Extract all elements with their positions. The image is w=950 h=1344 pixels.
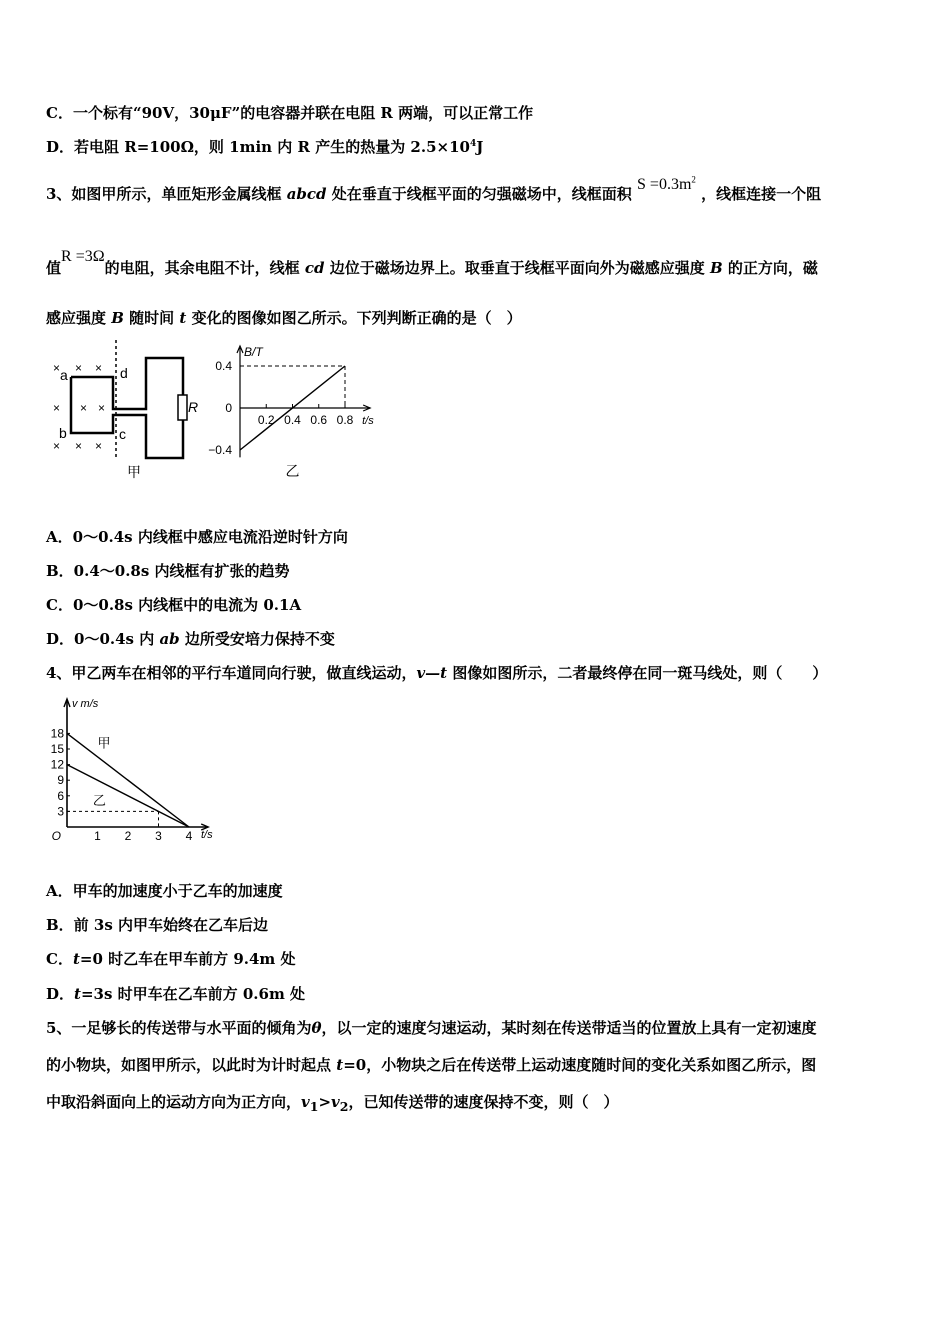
cross-mark: × — [53, 439, 61, 453]
q4-option-b: B．前 3s 内甲车始终在乙车后边 — [46, 916, 269, 934]
cross-mark: × — [80, 401, 88, 415]
q4-option-a: A．甲车的加速度小于乙车的加速度 — [46, 882, 283, 900]
q4-option-c: C．t=0 时乙车在甲车前方 9.4m 处 — [46, 950, 296, 968]
y-tick-label: 15 — [50, 742, 64, 756]
q3-option-c: C．0～0.8s 内线框中的电流为 0.1A — [46, 596, 302, 614]
y-tick-label: 18 — [50, 726, 64, 741]
cross-mark: × — [95, 361, 103, 375]
label-r: R — [188, 399, 199, 415]
x-tick-label: 3 — [155, 829, 162, 843]
q3-option-b: B．0.4～0.8s 内线框有扩张的趋势 — [46, 562, 290, 580]
cross-mark: × — [53, 361, 61, 375]
series-yi-line — [67, 765, 189, 827]
cross-mark: × — [53, 401, 61, 415]
x-tick-label: 0.8 — [336, 413, 354, 427]
cross-mark: × — [75, 439, 83, 453]
q4-vt-chart — [44, 693, 224, 848]
q2-option-d: D．若电阻 R=100Ω，则 1min 内 R 产生的热量为 $2.5\times 10^4J$ — [46, 138, 484, 156]
y-axis-label: B/T — [244, 345, 263, 359]
q3-bt-chart — [205, 340, 390, 485]
x-tick-label: 2 — [124, 829, 132, 843]
x-axis-label: t/s — [362, 415, 374, 427]
label-a: a — [60, 367, 68, 383]
y-tick-label: 3 — [57, 804, 64, 819]
caption-yi: 乙 — [285, 463, 300, 479]
cross-mark: × — [75, 361, 83, 375]
x-tick-label: 0.2 — [257, 413, 275, 427]
q2-option-c: C．一个标有“90V，30μF”的电容器并联在电阻 R 两端，可以正常工作 — [46, 104, 534, 122]
x-tick-label: 0.4 — [284, 413, 301, 427]
area-formula: $S =0.3m^2$ — [637, 174, 696, 193]
label-d: d — [120, 365, 128, 381]
x-axis-label: t/s — [201, 829, 213, 841]
q4-stem: 4、甲乙两车在相邻的平行车道同向行驶，做直线运动，v—t 图像如图所示，二者最终停在同一斑马线处，则（ ） — [46, 664, 828, 682]
resistance-formula: R =3Ω — [61, 248, 105, 265]
q3-stem-line3: 感应强度 B 随时间 t 变化的图像如图乙所示。下列判断正确的是（ ） — [46, 309, 522, 327]
caption-jia: 甲 — [127, 464, 141, 480]
label-b: b — [59, 425, 67, 441]
q5-line2: 的小物块，如图甲所示，以此时为计时起点 t=0，小物块之后在传送带上运动速度随时间的变化关系如图乙所示，图 — [46, 1056, 817, 1074]
resistor — [178, 395, 187, 420]
q3-stem-line2: 值R =3Ω的电阻，其余电阻不计，线框 cd 边位于磁场边界上。取垂直于线框平面向外为磁感应强度 B 的正方向，磁 — [46, 248, 818, 277]
q3-circuit-figure — [40, 340, 200, 485]
cross-mark: × — [98, 401, 106, 415]
series-jia-line — [67, 733, 189, 827]
q5-line1: 5、一足够长的传送带与水平面的倾角为θ，以一定的速度匀速运动，某时刻在传送带适当的位置放上具有一定初速度 — [46, 1019, 817, 1037]
series-yi-label: 乙 — [92, 793, 106, 809]
series-jia-label: 甲 — [97, 735, 111, 751]
q4-option-d: D．t=3s 时甲车在乙车前方 0.6m 处 — [46, 985, 306, 1003]
q3-option-d: D．0～0.4s 内 ab 边所受安培力保持不变 — [46, 630, 335, 648]
label-c: c — [119, 426, 126, 442]
y-tick-label: 0.4 — [215, 359, 232, 373]
y-tick-label: −0.4 — [208, 443, 232, 457]
q3-option-a: A．0～0.4s 内线框中感应电流沿逆时针方向 — [46, 528, 348, 546]
y-tick-label: 0 — [225, 401, 232, 415]
q3-stem-line1: 3、如图甲所示，单匝矩形金属线框 abcd 处在垂直于线框平面的匀强磁场中，线框面积 $S =0.3m^2$ ，线框连接一个阻 — [46, 174, 822, 203]
y-tick-label: 9 — [57, 773, 64, 788]
x-tick-label: 1 — [94, 829, 101, 843]
y-tick-label: 12 — [50, 757, 64, 772]
cross-mark: × — [95, 439, 103, 453]
origin-label: O — [51, 829, 61, 843]
x-tick-label: 0.6 — [310, 413, 328, 427]
y-axis-label: v m/s — [72, 698, 99, 710]
q5-line3: 中取沿斜面向上的运动方向为正方向，$v_1>v_2$，已知传送带的速度保持不变，则（ ） — [46, 1093, 619, 1114]
y-tick-label: 6 — [57, 788, 64, 803]
x-tick-label: 4 — [185, 829, 193, 843]
